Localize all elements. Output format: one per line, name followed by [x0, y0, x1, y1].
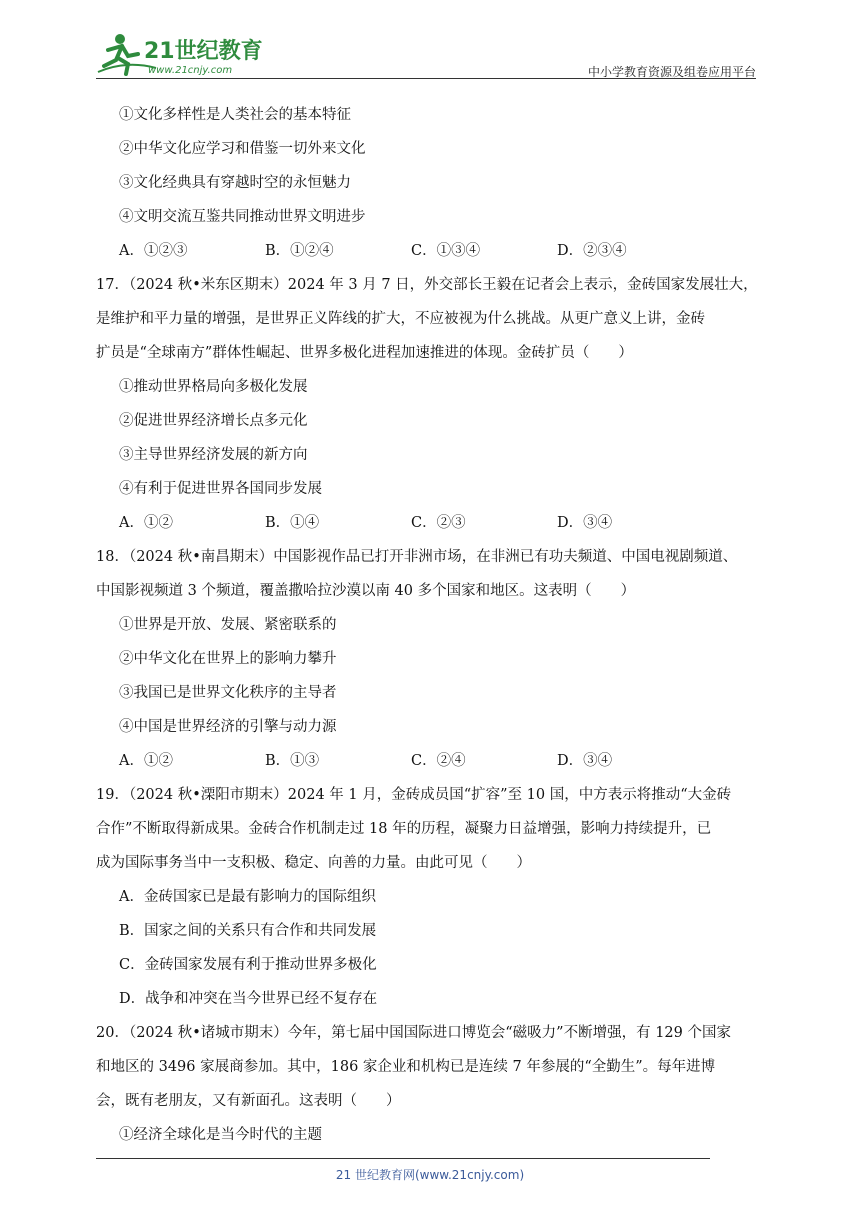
q17-stem-line-1: 17．（2024 秋•米东区期末）2024 年 3 月 7 日，外交部长王毅在记者会上表示，金砖国家发展壮大， — [96, 277, 758, 293]
q17-stem-line-2: 是维护和平力量的增强，是世界正义阵线的扩大，不应被视为什么挑战。从更广意义上讲，金砖 — [96, 311, 705, 327]
logo-subtext: www.21cnjy.com — [148, 65, 233, 76]
q17-statement-4: ④有利于促进世界各国同步发展 — [119, 481, 322, 497]
q16-statement-2: ②中华文化应学习和借鉴一切外来文化 — [119, 141, 366, 157]
q18-statement-3: ③我国已是世界文化秩序的主导者 — [119, 685, 337, 701]
question-content — [96, 98, 762, 1152]
q18-statement-4: ④中国是世界经济的引擎与动力源 — [119, 719, 337, 735]
q16-option-d: D．②③④ — [557, 243, 627, 259]
q16-option-a: A．①②③ — [119, 243, 188, 259]
q20-stem-line-3: 会，既有老朋友，又有新面孔。这表明（ ） — [96, 1093, 401, 1109]
q18-stem-line-2: 中国影视频道 3 个频道，覆盖撒哈拉沙漠以南 40 多个国家和地区。这表明（ ） — [96, 583, 636, 599]
q18-stem-line-1: 18．（2024 秋•南昌期末）中国影视作品已打开非洲市场，在非洲已有功夫频道、中国电视剧频道、 — [96, 549, 738, 565]
q20-stem-line-1: 20．（2024 秋•诸城市期末）今年，第七届中国国际进口博览会“磁吸力”不断增强，有 129 个国家 — [96, 1025, 731, 1041]
q19-choice-b: B．国家之间的关系只有合作和共同发展 — [119, 923, 377, 939]
footer-divider — [96, 1158, 710, 1159]
q17-statement-1: ①推动世界格局向多极化发展 — [119, 379, 308, 395]
q19-choice-a: A．金砖国家已是最有影响力的国际组织 — [119, 889, 376, 905]
q19-stem-line-3: 成为国际事务当中一支积极、稳定、向善的力量。由此可见（ ） — [96, 855, 531, 871]
q19-stem-line-1: 19．（2024 秋•溧阳市期末）2024 年 1 月，金砖成员国“扩容”至 10 国，中方表示将推动“大金砖 — [96, 787, 732, 803]
q19-choice-d: D．战争和冲突在当今世界已经不复存在 — [119, 991, 378, 1007]
footer-link[interactable]: 21 世纪教育网(www.21cnjy.com) — [335, 1168, 525, 1182]
q16-option-c: C．①③④ — [411, 243, 481, 259]
logo — [96, 30, 266, 78]
q18-options — [96, 744, 762, 778]
q19-stem-line-2: 合作”不断取得新成果。金砖合作机制走过 18 年的历程，凝聚力日益增强，影响力持续提升，已 — [96, 821, 712, 837]
q16-statement-1: ①文化多样性是人类社会的基本特征 — [119, 107, 351, 123]
q18-option-c: C．②④ — [411, 753, 466, 769]
platform-title: 中小学教育资源及组卷应用平台 — [587, 65, 756, 79]
q17-option-b: B．①④ — [265, 515, 320, 531]
q18-statement-2: ②中华文化在世界上的影响力攀升 — [119, 651, 337, 667]
q16-statement-4: ④文明交流互鉴共同推动世界文明进步 — [119, 209, 366, 225]
q18-option-d: D．③④ — [557, 753, 613, 769]
page-header — [96, 30, 756, 80]
q16-options — [96, 234, 762, 268]
q17-option-c: C．②③ — [411, 515, 466, 531]
q18-option-a: A．①② — [119, 753, 173, 769]
q16-option-b: B．①②④ — [265, 243, 334, 259]
q18-option-b: B．①③ — [265, 753, 320, 769]
q17-option-a: A．①② — [119, 515, 173, 531]
q19-choice-c: C．金砖国家发展有利于推动世界多极化 — [119, 957, 377, 973]
q17-statement-3: ③主导世界经济发展的新方向 — [119, 447, 308, 463]
q20-stem-line-2: 和地区的 3496 家展商参加。其中，186 家企业和机构已是连续 7 年参展的“全勤生”。每年进博 — [96, 1059, 716, 1075]
q18-statement-1: ①世界是开放、发展、紧密联系的 — [119, 617, 337, 633]
q17-option-d: D．③④ — [557, 515, 613, 531]
q20-statement-1: ①经济全球化是当今时代的主题 — [119, 1127, 322, 1143]
q17-options — [96, 506, 762, 540]
q17-stem-line-3: 扩员是“全球南方”群体性崛起、世界多极化进程加速推进的体现。金砖扩员（ ） — [96, 345, 633, 361]
logo-text: 21世纪教育 — [144, 39, 263, 64]
q17-statement-2: ②促进世界经济增长点多元化 — [119, 413, 308, 429]
q16-statement-3: ③文化经典具有穿越时空的永恒魅力 — [119, 175, 351, 191]
header-divider — [96, 78, 756, 79]
